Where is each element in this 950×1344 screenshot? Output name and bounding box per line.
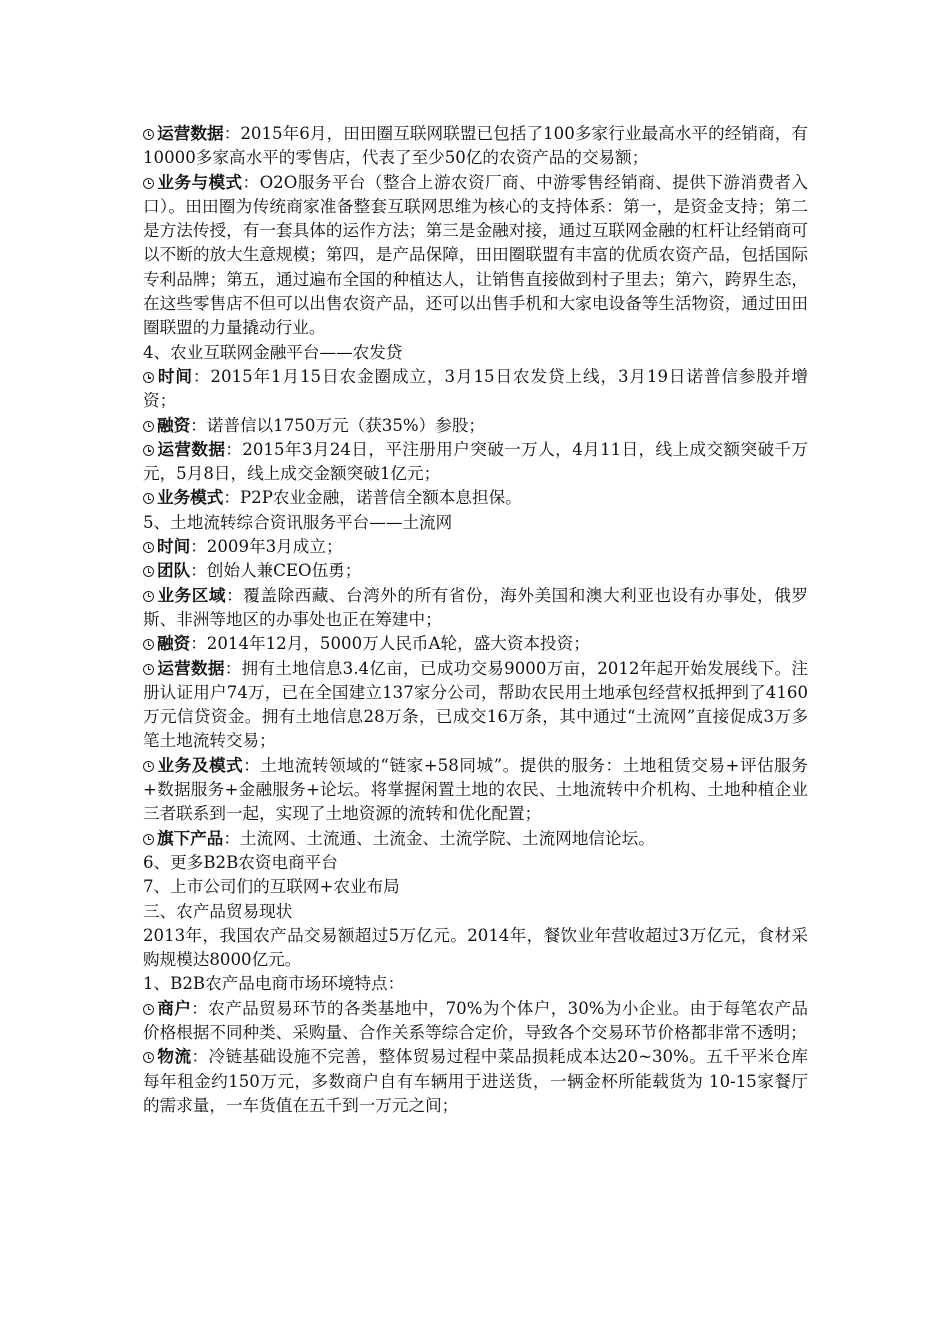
paragraph-text: ：拥有土地信息3.4亿亩，已成功交易9000万亩，2012年起开始发展线下。注册认证用户74万，已在全国建立137家分公司，帮助农民用土地承包经营权抵押到了4160万元信贷资金。拥有土地信息28万条，已成交16万条，其中通过“土流网”直接促成3万多笔土地流转交易； [143, 658, 808, 751]
paragraph-text: ：2015年1月15日农金圈成立，3月15日农发贷上线，3月19日诺普信参股并增资； [143, 366, 809, 411]
bullet-paragraph [143, 535, 808, 559]
clock-bullet-icon [143, 566, 154, 577]
bullet-label: 业务模式 [157, 488, 224, 508]
paragraph-text: 2013年，我国农产品交易额超过5万亿元。2014年，餐饮业年营收超过3万亿元，食材采购规模达8000亿元。 [143, 925, 808, 970]
bullet-paragraph [143, 122, 808, 171]
clock-bullet-icon [143, 445, 154, 456]
bullet-label: 业务区域 [157, 585, 227, 605]
clock-bullet-icon [143, 761, 154, 772]
bullet-label: 运营数据 [157, 124, 224, 143]
clock-bullet-icon [143, 834, 154, 845]
section-heading [143, 875, 808, 899]
bullet-label: 旗下产品 [157, 828, 224, 848]
clock-bullet-icon [143, 591, 154, 602]
bullet-label: 运营数据 [157, 658, 225, 678]
bullet-paragraph [143, 438, 808, 487]
paragraph-text: ：2015年6月，田田圈互联网联盟已包括了100多家行业最高水平的经销商，有10000多家高水平的零售店，代表了至少50亿的农资产品的交易额； [143, 124, 809, 168]
clock-bullet-icon [143, 372, 154, 383]
bullet-label: 融资 [157, 634, 191, 654]
section-heading [143, 900, 808, 924]
bullet-paragraph [143, 584, 808, 633]
bullet-label: 业务与模式 [157, 172, 243, 192]
bullet-label: 商户 [157, 998, 192, 1018]
paragraph-text: 6、更多B2B农资电商平台 [143, 852, 338, 872]
bullet-paragraph [143, 657, 808, 754]
clock-bullet-icon [143, 129, 154, 140]
bullet-paragraph [143, 1045, 808, 1118]
paragraph [143, 924, 808, 973]
paragraph-text: 4、农业互联网金融平台——农发贷 [143, 342, 403, 362]
bullet-paragraph [143, 997, 808, 1046]
document-page [143, 122, 808, 1118]
bullet-paragraph [143, 827, 808, 851]
clock-bullet-icon [143, 664, 154, 675]
bullet-label: 物流 [157, 1047, 192, 1067]
bullet-label: 时间 [157, 537, 191, 557]
bullet-paragraph [143, 754, 808, 827]
clock-bullet-icon [143, 542, 154, 553]
paragraph-text: ：农产品贸易环节的各类基地中，70%为个体户，30%为小企业。由于每笔农产品价格根据不同种类、采购量、合作关系等综合定价，导致各个交易环节价格都非常不透明； [143, 998, 809, 1042]
bullet-paragraph [143, 559, 808, 583]
paragraph-text: 7、上市公司们的互联网+农业布局 [143, 877, 400, 897]
clock-bullet-icon [143, 493, 154, 504]
bullet-paragraph [143, 486, 808, 510]
clock-bullet-icon [143, 178, 154, 189]
paragraph-text: ：创始人兼CEO伍勇； [190, 561, 362, 581]
paragraph-text: ：诺普信以1750万元（获35%）参股； [190, 415, 486, 435]
paragraph-text: ：P2P农业金融，诺普信全额本息担保。 [223, 488, 522, 508]
paragraph-text: ：土流网、土流通、土流金、土流学院、土流网地信论坛。 [223, 828, 655, 848]
paragraph-text: ：土地流转领域的“链家+58同城”。提供的服务：土地租赁交易+评估服务+数据服务+金融服务+论坛。将掌握闲置土地的农民、土地流转中介机构、土地种植企业三者联系到一起，实现了土地资源的流转和优化配置； [143, 755, 809, 824]
paragraph-text: 三、农产品贸易现状 [143, 901, 293, 921]
section-heading [143, 972, 808, 996]
paragraph-text: ：O2O服务平台（整合上游农资厂商、中游零售经销商、提供下游消费者入口）。田田圈为传统商家准备整套互联网思维为核心的支持体系：第一，是资金支持；第二是方法传授，有一套具体的运作方法；第三是金融对接，通过互联网金融的杠杆让经销商可以不断的放大生意规模；第四，是产品保障，田田圈联盟有丰富的优质农资产品，包括国际专利品牌；第五，通过遍布全国的种植达人，让销售直接做到村子里去；第六，跨界生态，在这些零售店不但可以出售农资产品，还可以出售手机和大家电设备等生活物资，通过田田圈联盟的力量撬动行业。 [143, 172, 809, 338]
paragraph-text: ：2014年12月，5000万人民币A轮，盛大资本投资； [190, 634, 590, 654]
clock-bullet-icon [143, 421, 154, 432]
bullet-paragraph [143, 414, 808, 438]
bullet-paragraph [143, 171, 808, 341]
paragraph-text: ：2009年3月成立； [190, 537, 343, 557]
clock-bullet-icon [143, 639, 154, 650]
section-heading [143, 851, 808, 875]
section-heading [143, 511, 808, 535]
bullet-label: 时间 [157, 366, 193, 386]
bullet-paragraph [143, 632, 808, 656]
paragraph-text: ：2015年3月24日，平注册用户突破一万人，4月11日，线上成交额突破千万元，5月8日，线上成交金额突破1亿元； [143, 439, 808, 484]
bullet-label: 团队 [157, 561, 191, 581]
paragraph-text: 1、B2B农产品电商市场环境特点： [143, 974, 405, 994]
paragraph-text: 5、土地流转综合资讯服务平台——土流网 [143, 512, 453, 532]
bullet-label: 业务及模式 [157, 755, 244, 775]
paragraph-text: ：覆盖除西藏、台湾外的所有省份，海外美国和澳大利亚也设有办事处，俄罗斯、非洲等地区的办事处也正在筹建中； [143, 585, 809, 629]
section-heading [143, 341, 808, 365]
paragraph-text: ：冷链基础设施不完善，整体贸易过程中菜品损耗成本达20~30%。五千平米仓库每年租金约150万元，多数商户自有车辆用于进送货，一辆金杯所能载货为 10-15家餐厅的需求量，一车货值在五千到一万元之间； [143, 1047, 808, 1115]
bullet-label: 运营数据 [157, 439, 226, 459]
clock-bullet-icon [143, 1004, 154, 1015]
bullet-paragraph [143, 365, 808, 414]
clock-bullet-icon [143, 1052, 154, 1063]
bullet-label: 融资 [157, 415, 191, 435]
